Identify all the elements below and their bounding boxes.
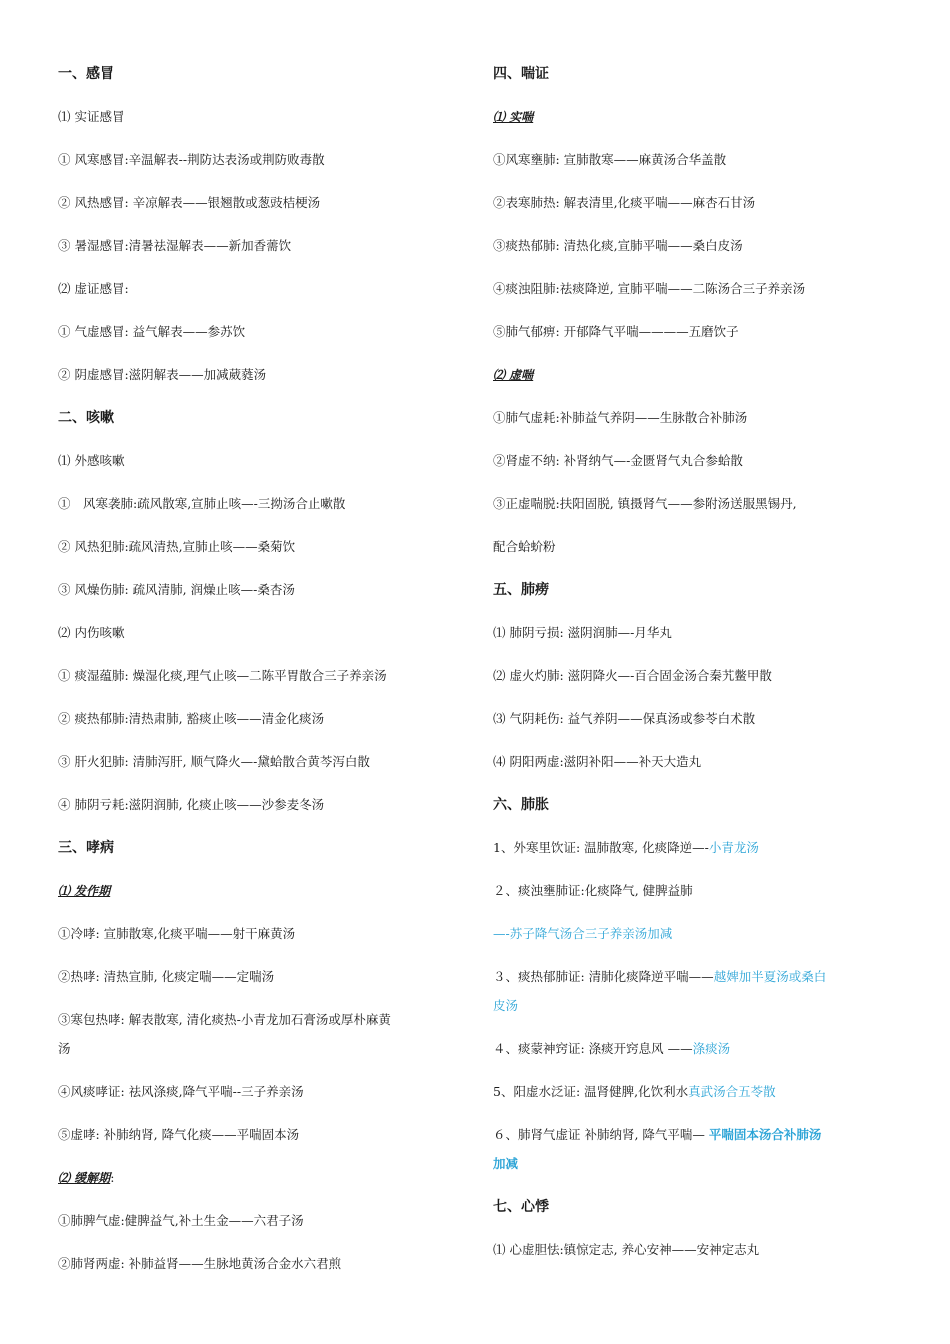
list-item: ①冷哮: 宣肺散寒,化痰平喘——射干麻黄汤 (58, 926, 296, 941)
subsection-label: ⑴ 实证感冒 (58, 109, 125, 124)
list-item (493, 968, 826, 986)
list-item: ①肺脾气虚:健脾益气,补土生金——六君子汤 (58, 1213, 304, 1228)
list-item: ②表寒肺热: 解表清里,化痰平喘——麻杏石甘汤 (493, 195, 756, 210)
item-text: 1、外寒里饮证: 温肺散寒, 化痰降逆—- (493, 840, 709, 855)
list-item: ２、痰浊壅肺证:化痰降气, 健脾益肺 (493, 883, 693, 898)
list-item: ② 风热犯肺:疏风清热,宣肺止咳——桑菊饮 (58, 539, 296, 554)
formula-highlight: 小青龙汤 (708, 840, 759, 855)
subsection-label: ⑴ 发作期 (58, 884, 111, 898)
list-item (493, 1083, 776, 1101)
subsection-label: ⑵ 虚证感冒: (58, 281, 129, 296)
list-item: ① 痰湿蕴肺: 燥湿化痰,理气止咳—二陈平胃散合三子养亲汤 (58, 668, 387, 683)
list-item: ③ 风燥伤肺: 疏风清肺, 润燥止咳—-桑杏汤 (58, 582, 295, 597)
list-item: ⑶ 气阴耗伤: 益气养阴——保真汤或参苓白术散 (493, 711, 756, 726)
list-item: ②热哮: 清热宣肺, 化痰定喘——定喘汤 (58, 969, 275, 984)
formula-highlight: —-苏子降气汤合三子养亲汤加减 (493, 926, 673, 941)
item-text: 5、阳虚水泛证: 温肾健脾,化饮利水 (493, 1084, 689, 1099)
list-item: ②肾虚不纳: 补肾纳气—-金匮肾气丸合参蛤散 (493, 453, 743, 468)
formula-highlight: 加减 (493, 1156, 519, 1171)
subsection-label: ⑴ 实喘 (493, 110, 534, 124)
list-item: ①肺气虚耗:补肺益气养阴——生脉散合补肺汤 (493, 410, 748, 425)
list-item: ③ 暑湿感冒:清暑祛湿解表——新加香薷饮 (58, 238, 292, 253)
list-item: ④痰浊阻肺:祛痰降逆, 宣肺平喘——二陈汤合三子养亲汤 (493, 281, 806, 296)
list-item: ② 痰热郁肺:清热肃肺, 豁痰止咳——清金化痰汤 (58, 711, 325, 726)
list-item: ② 风热感冒: 辛凉解表——银翘散或葱豉桔梗汤 (58, 195, 321, 210)
list-item: ①风寒壅肺: 宣肺散寒——麻黄汤合华盖散 (493, 152, 727, 167)
section-title: 五、肺痨 (493, 582, 549, 598)
item-text: ３、痰热郁肺证: 清肺化痰降逆平喘—— (493, 969, 714, 984)
item-text: ４、痰蒙神窍证: 涤痰开窍息风 —— (493, 1041, 693, 1056)
subsection-label: ⑴ 外感咳嗽 (58, 453, 125, 468)
list-item: ③ 肝火犯肺: 清肺泻肝, 顺气降火—-黛蛤散合黄芩泻白散 (58, 754, 370, 769)
list-item: ⑴ 心虚胆怯:镇惊定志, 养心安神——安神定志丸 (493, 1242, 760, 1257)
list-item (493, 839, 759, 857)
formula-highlight: 真武汤合五苓散 (688, 1084, 776, 1099)
list-item-continuation: 配合蛤蚧粉 (493, 539, 556, 554)
list-item (493, 1126, 821, 1144)
list-item: ②肺肾两虚: 补肺益肾——生脉地黄汤合金水六君煎 (58, 1256, 342, 1271)
list-item (493, 1040, 730, 1058)
formula-highlight: 平喘固本汤合补肺汤 (708, 1127, 822, 1142)
subsection-label (58, 1169, 114, 1187)
list-item: ③正虚喘脱:扶阳固脱, 镇摄肾气——参附汤送服黑锡丹, (493, 496, 797, 511)
subsection-label: ⑵ 内伤咳嗽 (58, 625, 125, 640)
formula-highlight: 皮汤 (493, 998, 519, 1013)
list-item: ① 气虚感冒: 益气解表——参苏饮 (58, 324, 246, 339)
section-title: 三、哮病 (58, 840, 114, 856)
list-item: ⑷ 阴阳两虚:滋阴补阳——补天大造丸 (493, 754, 702, 769)
list-item: ⑵ 虚火灼肺: 滋阴降火—-百合固金汤合秦艽鳖甲散 (493, 668, 772, 683)
list-item: ⑴ 肺阴亏损: 滋阴润肺—-月华丸 (493, 625, 672, 640)
list-item: ② 阴虚感冒:滋阴解表——加减葳蕤汤 (58, 367, 267, 382)
list-item: ⑤虚哮: 补肺纳肾, 降气化痰——平喘固本汤 (58, 1127, 300, 1142)
list-item: ④风痰哮证: 祛风涤痰,降气平喘--三子养亲汤 (58, 1084, 304, 1099)
list-item: ① 风寒感冒:辛温解表--荆防达表汤或荆防败毒散 (58, 152, 325, 167)
section-title: 六、肺胀 (493, 797, 549, 813)
section-title: 七、心悸 (493, 1199, 549, 1215)
section-title: 四、喘证 (493, 66, 549, 82)
subsection-label: ⑵ 虚喘 (493, 368, 534, 382)
subsection-label-text: ⑵ 缓解期 (58, 1171, 111, 1185)
list-item: ① 风寒袭肺:疏风散寒,宣肺止咳—-三拗汤合止嗽散 (58, 496, 346, 511)
formula-highlight: 越婢加半夏汤或桑白 (713, 969, 827, 984)
list-item: ③寒包热哮: 解表散寒, 清化痰热-小青龙加石膏汤或厚朴麻黄 (58, 1012, 391, 1027)
subsection-label-colon: : (110, 1170, 115, 1185)
list-item: ④ 肺阴亏耗:滋阴润肺, 化痰止咳——沙参麦冬汤 (58, 797, 325, 812)
list-item-continuation: 汤 (58, 1041, 71, 1056)
list-item: ⑤肺气郁痹: 开郁降气平喘————五磨饮子 (493, 324, 739, 339)
section-title: 一、感冒 (58, 66, 114, 82)
list-item: ③痰热郁肺: 清热化痰,宣肺平喘——桑白皮汤 (493, 238, 743, 253)
section-title: 二、咳嗽 (58, 410, 114, 426)
item-text: ６、肺肾气虚证 补肺纳肾, 降气平喘— (493, 1127, 709, 1142)
formula-highlight: 涤痰汤 (692, 1041, 731, 1056)
